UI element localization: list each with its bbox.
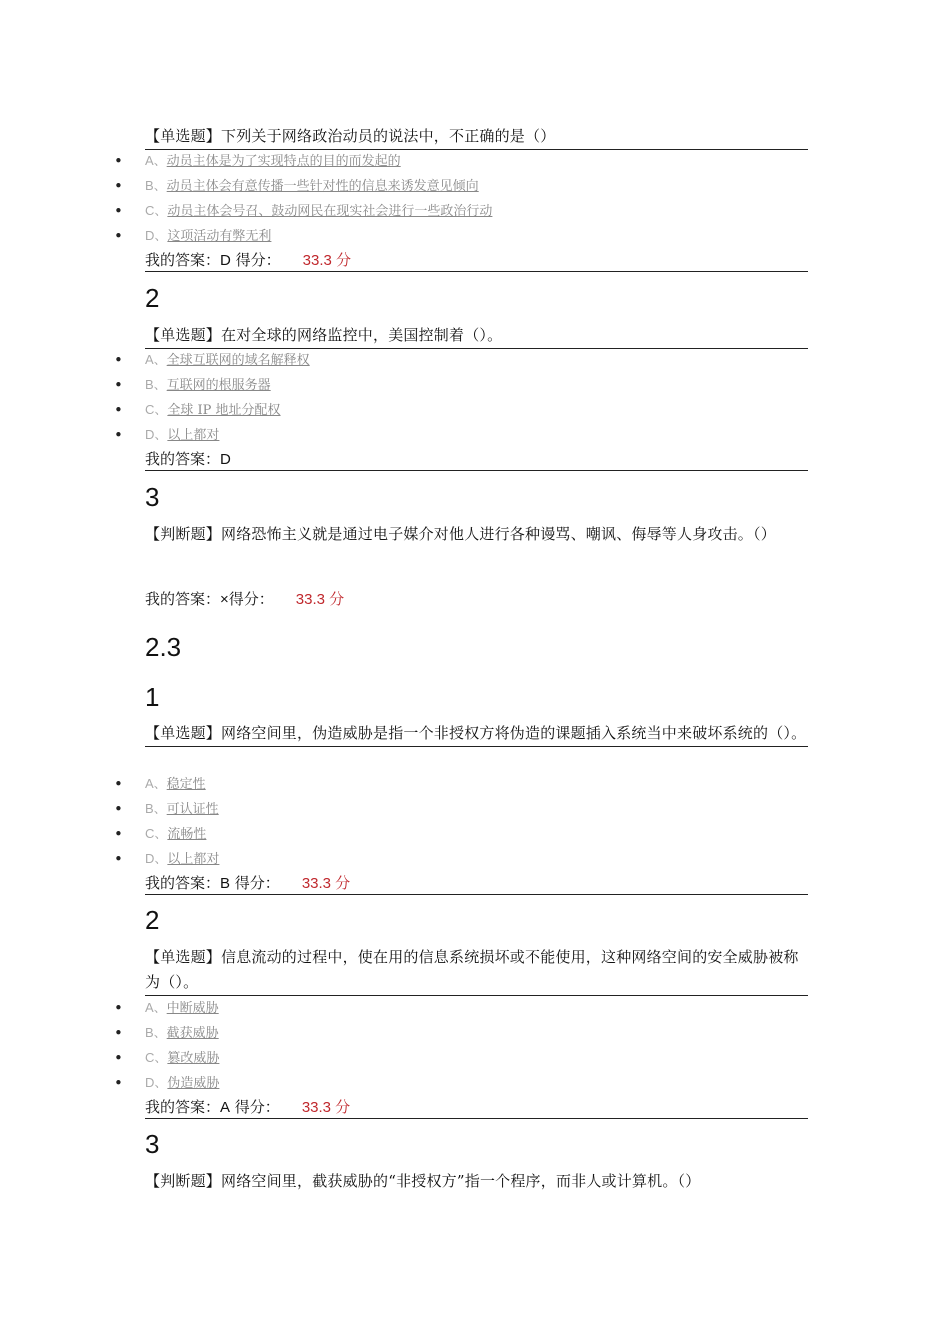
answer-label: 我的答案：: [145, 1098, 221, 1116]
option-letter: D、: [145, 851, 168, 866]
bullet-icon: •: [114, 202, 123, 220]
option-b[interactable]: [114, 799, 219, 819]
option-d[interactable]: [114, 425, 220, 445]
question-number: 3: [145, 1129, 160, 1159]
option-d[interactable]: [114, 849, 220, 869]
answer-row: [145, 872, 808, 895]
question-number: 3: [145, 482, 160, 512]
option-letter: A、: [145, 776, 167, 791]
score-label: 得分：: [228, 590, 274, 608]
option-text[interactable]: 伪造威胁: [167, 1076, 220, 1091]
question-text: 【单选题】在对全球的网络监控中，美国控制着（）。: [145, 323, 808, 349]
option-letter: C、: [145, 1050, 168, 1065]
score-value: 33.3 分: [302, 252, 352, 269]
score-value: 33.3 分: [301, 1099, 351, 1116]
option-text[interactable]: 动员主体会号召、鼓动网民在现实社会进行一些政治行动: [167, 204, 493, 219]
option-text[interactable]: 流畅性: [167, 827, 207, 842]
option-text[interactable]: 全球 IP 地址分配权: [167, 403, 281, 418]
question-text: 【判断题】网络恐怖主义就是通过电子媒介对他人进行各种谩骂、嘲讽、侮辱等人身攻击。（）: [145, 525, 776, 543]
answer-label: 我的答案：: [145, 251, 221, 269]
option-letter: D、: [145, 427, 168, 442]
option-b[interactable]: [114, 375, 271, 395]
option-c[interactable]: [114, 201, 493, 221]
option-d[interactable]: [114, 1073, 220, 1093]
answer-label: 我的答案：: [145, 590, 221, 608]
question-number: 2: [145, 905, 160, 935]
option-text[interactable]: 截获威胁: [166, 1026, 219, 1041]
answer-value: A: [220, 1099, 231, 1116]
option-text[interactable]: 全球互联网的域名解释权: [166, 353, 310, 368]
option-text[interactable]: 互联网的根服务器: [166, 378, 271, 393]
option-text[interactable]: 中断威胁: [166, 1001, 219, 1016]
answer-value: D: [220, 451, 231, 468]
bullet-icon: •: [114, 152, 123, 170]
option-text[interactable]: 动员主体是为了实现特点的目的而发起的: [166, 154, 401, 169]
option-letter: B、: [145, 377, 167, 392]
option-c[interactable]: [114, 824, 207, 844]
option-letter: B、: [145, 178, 167, 193]
option-letter: A、: [145, 153, 167, 168]
bullet-icon: •: [114, 1074, 123, 1092]
answer-row: [145, 249, 808, 272]
answer-value: ×: [220, 591, 229, 608]
question-text: 【单选题】网络空间里，伪造威胁是指一个非授权方将伪造的课题插入系统当中来破坏系统的（）。: [145, 721, 808, 747]
answer-row: [145, 448, 808, 471]
option-b[interactable]: [114, 176, 479, 196]
score-value: 33.3 分: [301, 875, 351, 892]
question-text: 【单选题】信息流动的过程中，使在用的信息系统损坏或不能使用，这种网络空间的安全威胁被称为（）。: [145, 945, 808, 996]
option-letter: C、: [145, 402, 168, 417]
option-letter: B、: [145, 1025, 167, 1040]
bullet-icon: •: [114, 1049, 123, 1067]
bullet-icon: •: [114, 775, 123, 793]
question-text: 【判断题】网络空间里，截获威胁的“非授权方”指一个程序，而非人或计算机。（）: [145, 1172, 701, 1190]
option-letter: C、: [145, 826, 168, 841]
answer-value: D: [220, 252, 231, 269]
option-text[interactable]: 篡改威胁: [167, 1051, 220, 1066]
bullet-icon: •: [114, 351, 123, 369]
option-text[interactable]: 稳定性: [166, 777, 206, 792]
bullet-icon: •: [114, 1024, 123, 1042]
option-text[interactable]: 这项活动有弊无利: [167, 229, 272, 244]
question-number: 2: [145, 283, 160, 313]
score-label: 得分：: [230, 1098, 280, 1116]
bullet-icon: •: [114, 800, 123, 818]
option-a[interactable]: [114, 151, 401, 171]
bullet-icon: •: [114, 426, 123, 444]
section-number: 2.3: [145, 632, 182, 662]
answer-label: 我的答案：: [145, 874, 221, 892]
answer-row: [145, 588, 808, 610]
option-letter: D、: [145, 1075, 168, 1090]
option-c[interactable]: [114, 400, 281, 420]
bullet-icon: •: [114, 227, 123, 245]
bullet-icon: •: [114, 850, 123, 868]
option-a[interactable]: [114, 998, 219, 1018]
option-letter: D、: [145, 228, 168, 243]
question-number: 1: [145, 682, 160, 712]
option-text[interactable]: 以上都对: [167, 428, 220, 443]
bullet-icon: •: [114, 999, 123, 1017]
option-a[interactable]: [114, 350, 310, 370]
option-c[interactable]: [114, 1048, 220, 1068]
option-letter: A、: [145, 352, 167, 367]
answer-row: [145, 1096, 808, 1119]
question-text: 【单选题】下列关于网络政治动员的说法中，不正确的是（）: [145, 124, 808, 150]
option-letter: B、: [145, 801, 167, 816]
bullet-icon: •: [114, 376, 123, 394]
option-text[interactable]: 可认证性: [166, 802, 219, 817]
bullet-icon: •: [114, 825, 123, 843]
answer-label: 我的答案：: [145, 450, 221, 468]
option-letter: C、: [145, 203, 168, 218]
score-label: 得分：: [230, 874, 280, 892]
option-letter: A、: [145, 1000, 167, 1015]
bullet-icon: •: [114, 177, 123, 195]
option-text[interactable]: 动员主体会有意传播一些针对性的信息来诱发意见倾向: [166, 179, 479, 194]
bullet-icon: •: [114, 401, 123, 419]
option-text[interactable]: 以上都对: [167, 852, 220, 867]
answer-value: B: [220, 875, 231, 892]
option-b[interactable]: [114, 1023, 219, 1043]
option-a[interactable]: [114, 774, 206, 794]
score-value: 33.3 分: [295, 591, 345, 608]
score-label: 得分：: [230, 251, 281, 269]
option-d[interactable]: [114, 226, 272, 246]
